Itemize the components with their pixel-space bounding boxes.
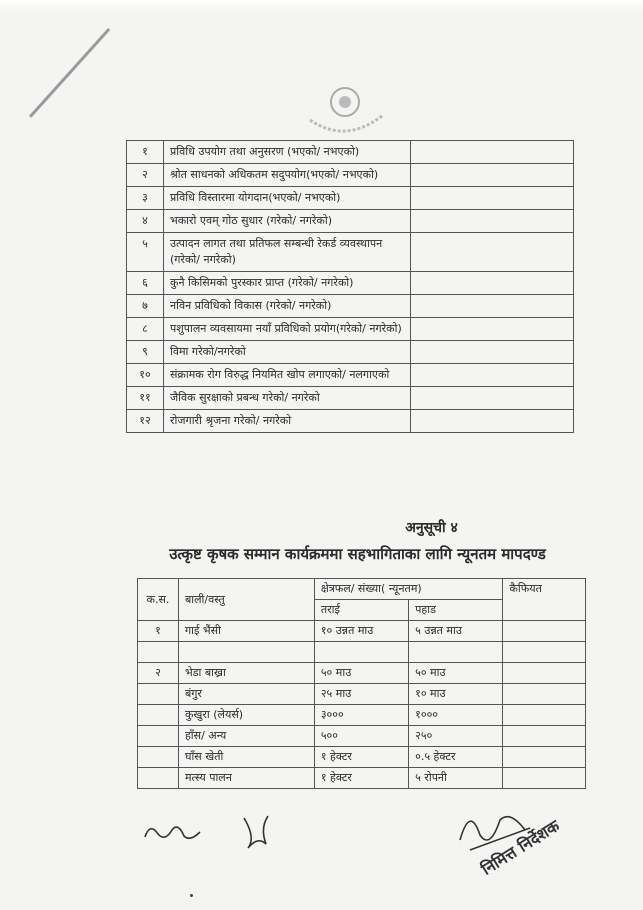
checklist-text: नविन प्रविधिको विकास (गरेको/ नगरेको) — [164, 295, 411, 318]
header-area: क्षेत्रफल/ संख्या( न्यूनतम) — [314, 579, 503, 600]
cell-hill: ५० माउ — [409, 663, 503, 684]
stamp-text: निमित्त निर्देशक — [477, 816, 563, 879]
checklist-value — [411, 233, 574, 272]
header-item: बाली/वस्तु — [178, 579, 314, 621]
checklist-row — [127, 272, 574, 295]
cell-remarks — [503, 684, 586, 705]
cell-hill — [409, 642, 503, 663]
cell-terai: २५ माउ — [314, 684, 408, 705]
signature-1 — [140, 812, 210, 852]
checklist-row — [127, 410, 574, 433]
annex-title: अनुसूची ४ — [405, 520, 458, 536]
criteria-row — [138, 705, 586, 726]
checklist-text: उत्पादन लागत तथा प्रतिफल सम्बन्धी रेकर्ड व्यवस्थापन (गरेको/ नगरेको) — [164, 233, 411, 272]
cell-sn — [138, 705, 179, 726]
cell-hill: १० माउ — [409, 684, 503, 705]
criteria-title: उत्कृष्ट कृषक सम्मान कार्यक्रममा सहभागिताका लागि न्यूनतम मापदण्ड — [169, 545, 546, 563]
cell-terai — [314, 642, 408, 663]
criteria-row — [138, 663, 586, 684]
checklist-row — [127, 210, 574, 233]
checklist-text: प्रविधि विस्तारमा योगदान(भएको/ नभएको) — [164, 187, 411, 210]
checklist-value — [411, 187, 574, 210]
speck — [190, 894, 193, 897]
scan-edge — [0, 0, 643, 12]
cell-item: गाई भैंसी — [178, 621, 314, 642]
checklist-row — [127, 318, 574, 341]
cell-remarks — [503, 768, 586, 789]
checklist-text: पशुपालन व्यवसायमा नयाँ प्रविधिको प्रयोग(गरेको/ नगरेको) — [164, 318, 411, 341]
header-hill: पहाड — [409, 600, 503, 621]
checklist-text: भकारो एवम् गोठ सुधार (गरेको/ नगरेको) — [164, 210, 411, 233]
checklist-number: १२ — [127, 410, 164, 433]
checklist-row — [127, 187, 574, 210]
criteria-row — [138, 642, 586, 663]
criteria-row — [138, 747, 586, 768]
checklist-row — [127, 364, 574, 387]
checklist-value — [411, 210, 574, 233]
checklist-row — [127, 341, 574, 364]
cell-item: कुखुरा (लेयर्स) — [178, 705, 314, 726]
checklist-value — [411, 295, 574, 318]
checklist-row — [127, 387, 574, 410]
cell-remarks — [503, 705, 586, 726]
official-seal — [300, 80, 390, 140]
header-row — [138, 579, 586, 600]
checklist-value — [411, 141, 574, 164]
criteria-table — [137, 578, 586, 789]
pen-stroke — [29, 28, 110, 118]
cell-remarks — [503, 663, 586, 684]
cell-item: हाँस/ अन्य — [178, 726, 314, 747]
checklist-value — [411, 364, 574, 387]
cell-terai: १० उन्नत माउ — [314, 621, 408, 642]
checklist-text: प्रविधि उपयोग तथा अनुसरण (भएको/ नभएको) — [164, 141, 411, 164]
cell-remarks — [503, 726, 586, 747]
cell-remarks — [503, 621, 586, 642]
checklist-row — [127, 295, 574, 318]
cell-sn: २ — [138, 663, 179, 684]
checklist-value — [411, 387, 574, 410]
cell-remarks — [503, 747, 586, 768]
criteria-row — [138, 684, 586, 705]
cell-item: घाँस खेती — [178, 747, 314, 768]
checklist-row — [127, 164, 574, 187]
checklist-number: २ — [127, 164, 164, 187]
cell-sn — [138, 642, 179, 663]
checklist-value — [411, 272, 574, 295]
checklist-value — [411, 164, 574, 187]
checklist-table — [126, 140, 574, 433]
cell-terai: १ हेक्टर — [314, 768, 408, 789]
cell-terai: १ हेक्टर — [314, 747, 408, 768]
cell-hill: २५० — [409, 726, 503, 747]
cell-terai: ५०० — [314, 726, 408, 747]
checklist-text: विमा गरेको/नगरेको — [164, 341, 411, 364]
cell-item: मत्स्य पालन — [178, 768, 314, 789]
checklist-row — [127, 141, 574, 164]
cell-sn — [138, 726, 179, 747]
checklist-value — [411, 410, 574, 433]
cell-hill: १००० — [409, 705, 503, 726]
cell-hill: ०.५ हेक्टर — [409, 747, 503, 768]
cell-item: बंगुर — [178, 684, 314, 705]
cell-sn — [138, 768, 179, 789]
checklist-text: संक्रामक रोग विरुद्ध नियमित खोप लगाएको/ नलगाएको — [164, 364, 411, 387]
cell-hill: ५ उन्नत माउ — [409, 621, 503, 642]
criteria-row — [138, 621, 586, 642]
checklist-number: ९ — [127, 341, 164, 364]
checklist-number: ६ — [127, 272, 164, 295]
cell-item — [178, 642, 314, 663]
checklist-row — [127, 233, 574, 272]
cell-sn — [138, 684, 179, 705]
checklist-number: ४ — [127, 210, 164, 233]
checklist-value — [411, 341, 574, 364]
criteria-row — [138, 726, 586, 747]
criteria-row — [138, 768, 586, 789]
cell-terai: ३००० — [314, 705, 408, 726]
checklist-number: ११ — [127, 387, 164, 410]
cell-item: भेडा बाख्रा — [178, 663, 314, 684]
checklist-text: जैविक सुरक्षाको प्रबन्ध गरेको/ नगरेको — [164, 387, 411, 410]
checklist-number: ७ — [127, 295, 164, 318]
cell-terai: ५० माउ — [314, 663, 408, 684]
checklist-number: ८ — [127, 318, 164, 341]
checklist-text: रोजगारी श्रृजना गरेको/ नगरेको — [164, 410, 411, 433]
header-sn: क.स. — [138, 579, 179, 621]
cell-hill: ५ रोपनी — [409, 768, 503, 789]
cell-remarks — [503, 642, 586, 663]
signature-2 — [236, 808, 276, 856]
checklist-value — [411, 318, 574, 341]
checklist-text: कुनै किसिमको पुरस्कार प्राप्त (गरेको/ नगरेको) — [164, 272, 411, 295]
checklist-number: १ — [127, 141, 164, 164]
header-remarks: कैफियत — [503, 579, 586, 621]
checklist-number: ३ — [127, 187, 164, 210]
checklist-number: ५ — [127, 233, 164, 272]
checklist-text: श्रोत साधनको अधिकतम सदुपयोग(भएको/ नभएको) — [164, 164, 411, 187]
header-terai: तराई — [314, 600, 408, 621]
checklist-number: १० — [127, 364, 164, 387]
cell-sn — [138, 747, 179, 768]
cell-sn: १ — [138, 621, 179, 642]
